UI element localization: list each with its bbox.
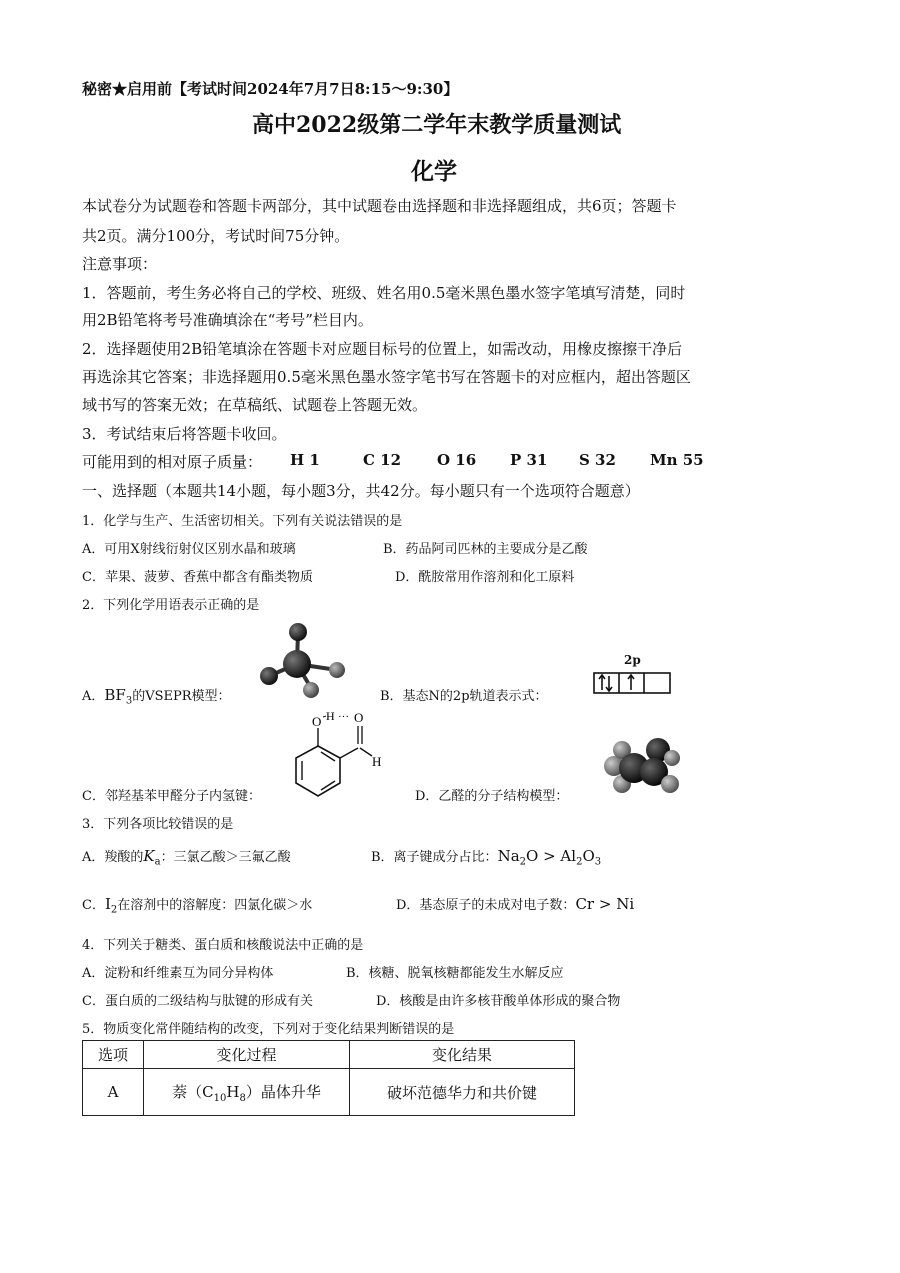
q4-option-a: A．淀粉和纤维素互为同分异构体 — [82, 966, 274, 981]
atomic-mass-h: H 1 — [290, 451, 320, 469]
atomic-mass-p: P 31 — [510, 451, 548, 469]
q5-header-result: 变化结果 — [350, 1041, 575, 1069]
note-3: 3．考试结束后将答题卡收回。 — [82, 425, 287, 443]
atomic-mass-mn: Mn 55 — [650, 451, 704, 469]
svg-text:H: H — [372, 754, 382, 769]
svg-text:O: O — [312, 714, 322, 729]
atomic-mass-o: O 16 — [437, 451, 477, 469]
q4-option-d: D．核酸是由许多核苷酸单体形成的聚合物 — [376, 994, 621, 1009]
q3-option-a — [82, 846, 291, 868]
q2-option-a — [82, 685, 231, 707]
q4-stem: 4．下列关于糖类、蛋白质和核酸说法中正确的是 — [82, 938, 364, 953]
q3-option-c-suffix: 在溶剂中的溶解度：四氯化碳＞水 — [117, 898, 313, 913]
q5-row-a-option: A — [83, 1069, 144, 1116]
q3-option-a-suffix: ：三氯乙酸＞三氟乙酸 — [160, 850, 291, 865]
acetaldehyde-model-icon — [600, 736, 682, 800]
i2-symbol: I — [104, 895, 111, 913]
q3-option-d — [396, 894, 634, 913]
q1-option-b: B．药品阿司匹林的主要成分是乙酸 — [383, 542, 588, 557]
q2-option-b: B．基态N的2p轨道表示式： — [380, 689, 548, 704]
q5-table — [82, 1040, 575, 1116]
svg-text:H: H — [326, 709, 335, 723]
al-subscript: 2 — [576, 856, 583, 868]
note-2b: 再选涂其它答案；非选择题用0.5毫米黑色墨水签字笔书写在答题卡的对应框内，超出答题区 — [82, 368, 691, 386]
q3-option-d-prefix: D．基态原子的未成对电子数： — [396, 898, 576, 913]
cr-ni-formula: Cr > Ni — [575, 895, 635, 913]
q3-option-c-prefix: C． — [82, 898, 105, 913]
exam-title: 高中2022级第二学年末教学质量测试 — [252, 112, 622, 138]
q5-row-a-process — [144, 1069, 350, 1116]
section-heading: 一、选择题（本题共14小题，每小题3分，共42分。每小题只有一个选项符合题意） — [82, 482, 640, 500]
bf3-formula: BF — [104, 686, 126, 704]
atomic-mass-s: S 32 — [579, 451, 616, 469]
h-subscript: 8 — [239, 1092, 246, 1104]
o-gt-al: O > Al — [526, 847, 577, 865]
q5-header-process: 变化过程 — [144, 1041, 350, 1069]
q1-stem: 1．化学与生产、生活密切相关。下列有关说法错误的是 — [82, 514, 403, 529]
notes-heading: 注意事项： — [82, 255, 158, 273]
na-subscript: 2 — [519, 856, 527, 868]
q2-option-d: D．乙醛的分子结构模型： — [415, 789, 569, 804]
o-subscript: 3 — [594, 856, 602, 868]
process-suffix: ）晶体升华 — [245, 1082, 321, 1101]
subject-title: 化学 — [411, 158, 457, 185]
svg-text:O: O — [354, 710, 364, 725]
bf3-vsepr-model-icon — [255, 618, 355, 706]
process-prefix: 萘（C — [172, 1082, 214, 1101]
ka-symbol: K — [143, 847, 155, 865]
atomic-mass-label: 可能用到的相对原子质量： — [82, 453, 263, 471]
note-2c: 域书写的答案无效；在草稿纸、试题卷上答题无效。 — [82, 396, 428, 414]
i2-subscript: 2 — [110, 904, 118, 916]
orbital-label: 2p — [624, 653, 641, 667]
q3-option-c — [82, 894, 312, 916]
atomic-mass-c: C 12 — [363, 451, 402, 469]
h-symbol: H — [226, 1082, 240, 1101]
q4-option-c: C．蛋白质的二级结构与肽键的形成有关 — [82, 994, 313, 1009]
q5-stem: 5．物质变化常伴随结构的改变，下列对于变化结果判断错误的是 — [82, 1022, 455, 1037]
orbital-diagram-icon — [592, 669, 674, 697]
na-symbol: Na — [497, 847, 520, 865]
q2-option-a-suffix: 的VSEPR模型： — [132, 689, 231, 704]
note-2a: 2．选择题使用2B铅笔填涂在答题卡对应题目标号的位置上，如需改动，用橡皮擦擦干净后 — [82, 340, 683, 358]
q3-option-b — [371, 846, 601, 868]
ka-subscript: a — [154, 856, 161, 868]
intro-line-1: 本试卷分为试题卷和答题卡两部分，其中试题卷由选择题和非选择题组成，共6页；答题卡 — [82, 197, 677, 215]
note-1b: 用2B铅笔将考号准确填涂在“考号”栏目内。 — [82, 311, 373, 329]
salicylaldehyde-hbond-icon — [288, 708, 388, 804]
svg-text:···: ··· — [338, 711, 349, 723]
q2-option-c: C．邻羟基苯甲醛分子内氢键： — [82, 789, 261, 804]
q4-option-b: B．核糖、脱氧核糖都能发生水解反应 — [346, 966, 564, 981]
q1-option-c: C．苹果、菠萝、香蕉中都含有酯类物质 — [82, 570, 313, 585]
c-subscript: 10 — [213, 1092, 227, 1104]
q1-option-d: D．酰胺常用作溶剂和化工原料 — [395, 570, 575, 585]
q3-option-b-prefix: B．离子键成分占比： — [371, 850, 498, 865]
q5-row-a-result: 破坏范德华力和共价键 — [350, 1069, 575, 1116]
note-1a: 1．答题前，考生务必将自己的学校、班级、姓名用0.5毫米黑色墨水签字笔填写清楚，同时 — [82, 284, 686, 302]
bf3-subscript: 3 — [125, 695, 133, 707]
q3-stem: 3．下列各项比较错误的是 — [82, 817, 234, 832]
q2-option-a-prefix: A． — [82, 689, 105, 704]
intro-line-2: 共2页。满分100分，考试时间75分钟。 — [82, 227, 350, 245]
o-symbol: O — [582, 847, 595, 865]
q5-header-option: 选项 — [83, 1041, 144, 1069]
q1-option-a: A．可用X射线衍射仪区别水晶和玻璃 — [82, 542, 296, 557]
q3-option-a-prefix: A．羧酸的 — [82, 850, 144, 865]
q2-stem: 2．下列化学用语表示正确的是 — [82, 598, 260, 613]
table-row — [83, 1069, 575, 1116]
secret-line: 秘密★启用前【考试时间2024年7月7日8:15～9:30】 — [82, 80, 459, 98]
